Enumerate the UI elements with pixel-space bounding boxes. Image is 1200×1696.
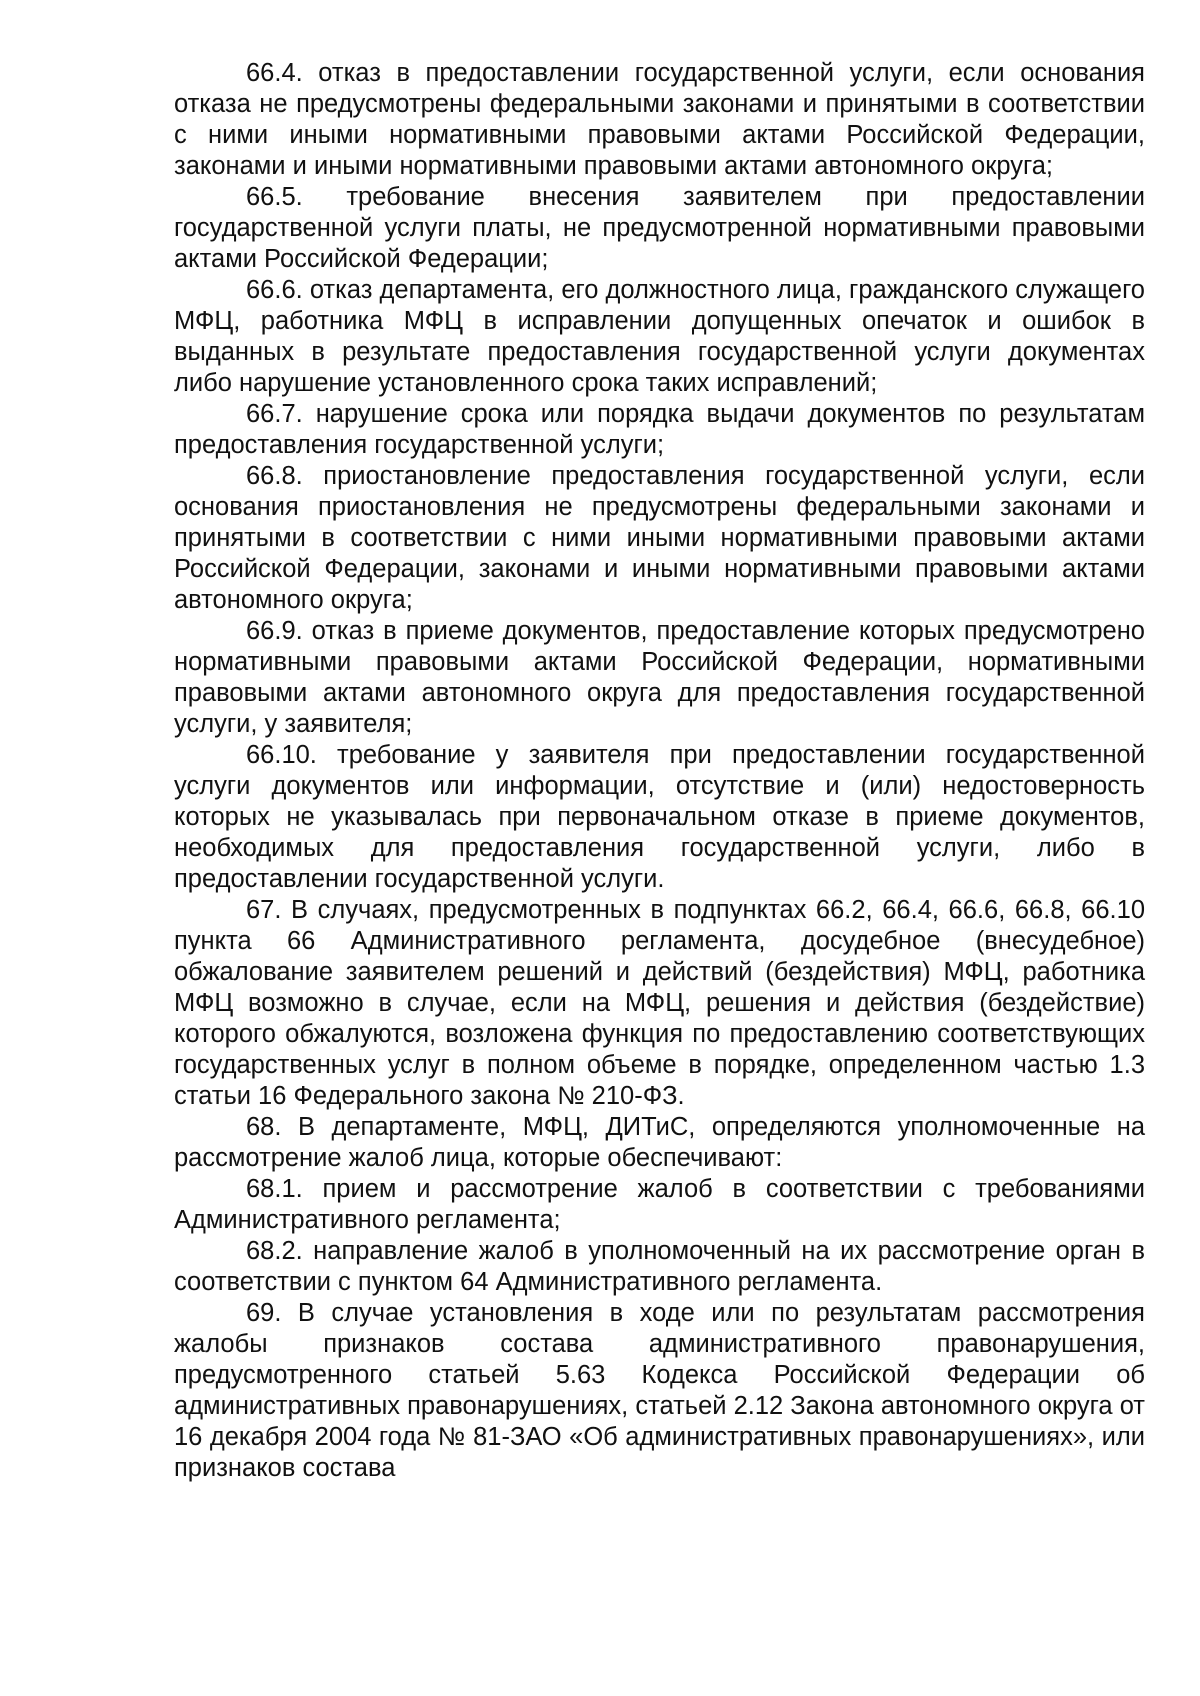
paragraph-68-2: 68.2. направление жалоб в уполномоченный на их рассмотрение орган в соответствии с пунктом 64 Административного регламента. bbox=[174, 1237, 1145, 1296]
paragraph-66-10: 66.10. требование у заявителя при предоставлении государственной услуги документов или информации, отсутствие и (или) недостоверность которых не указывалась при первоначальном отказе в приеме документов, необходимых для предоставления государственной услуги, либо в предоставлении государственной услуги. bbox=[174, 741, 1145, 893]
paragraph-68-1: 68.1. прием и рассмотрение жалоб в соответствии с требованиями Административного регламента; bbox=[174, 1175, 1145, 1234]
paragraph-69: 69. В случае установления в ходе или по результатам рассмотрения жалобы признаков состава административного правонарушения, предусмотренного статьей 5.63 Кодекса Российской Федерации об административных правонарушениях, статьей 2.12 Закона автономного округа от 16 декабря 2004 года № 81-ЗАО «Об административных правонарушениях», или признаков состава bbox=[174, 1299, 1145, 1482]
paragraph-66-6: 66.6. отказ департамента, его должностного лица, гражданского служащего МФЦ, работника МФЦ в исправлении допущенных опечаток и ошибок в выданных в результате предоставления государственной услуги документах либо нарушение установленного срока таких исправлений; bbox=[174, 276, 1145, 397]
paragraph-66-8: 66.8. приостановление предоставления государственной услуги, если основания приостановления не предусмотрены федеральными законами и принятыми в соответствии с ними иными нормативными правовыми актами Российской Федерации, законами и иными нормативными правовыми актами автономного округа; bbox=[174, 462, 1145, 614]
paragraph-66-9: 66.9. отказ в приеме документов, предоставление которых предусмотрено нормативными правовыми актами Российской Федерации, нормативными правовыми актами автономного округа для предоставления государственной услуги, у заявителя; bbox=[174, 617, 1145, 738]
paragraph-67: 67. В случаях, предусмотренных в подпунктах 66.2, 66.4, 66.6, 66.8, 66.10 пункта 66 Административного регламента, досудебное (внесудебное) обжалование заявителем решений и действий (бездействия) МФЦ, работника МФЦ возможно в случае, если на МФЦ, решения и действия (бездействие) которого обжалуются, возложена функция по предоставлению соответствующих государственных услуг в полном объеме в порядке, определенном частью 1.3 статьи 16 Федерального закона № 210-ФЗ. bbox=[174, 896, 1145, 1110]
paragraph-68: 68. В департаменте, МФЦ, ДИТиС, определяются уполномоченные на рассмотрение жалоб лица, которые обеспечивают: bbox=[174, 1113, 1145, 1172]
paragraph-66-5: 66.5. требование внесения заявителем при предоставлении государственной услуги платы, не предусмотренной нормативными правовыми актами Российской Федерации; bbox=[174, 183, 1145, 273]
document-body bbox=[174, 58, 1145, 1484]
paragraph-66-7: 66.7. нарушение срока или порядка выдачи документов по результатам предоставления государственной услуги; bbox=[174, 400, 1145, 459]
paragraph-66-4: 66.4. отказ в предоставлении государственной услуги, если основания отказа не предусмотрены федеральными законами и принятыми в соответствии с ними иными нормативными правовыми актами Российской Федерации, законами и иными нормативными правовыми актами автономного округа; bbox=[174, 59, 1145, 180]
